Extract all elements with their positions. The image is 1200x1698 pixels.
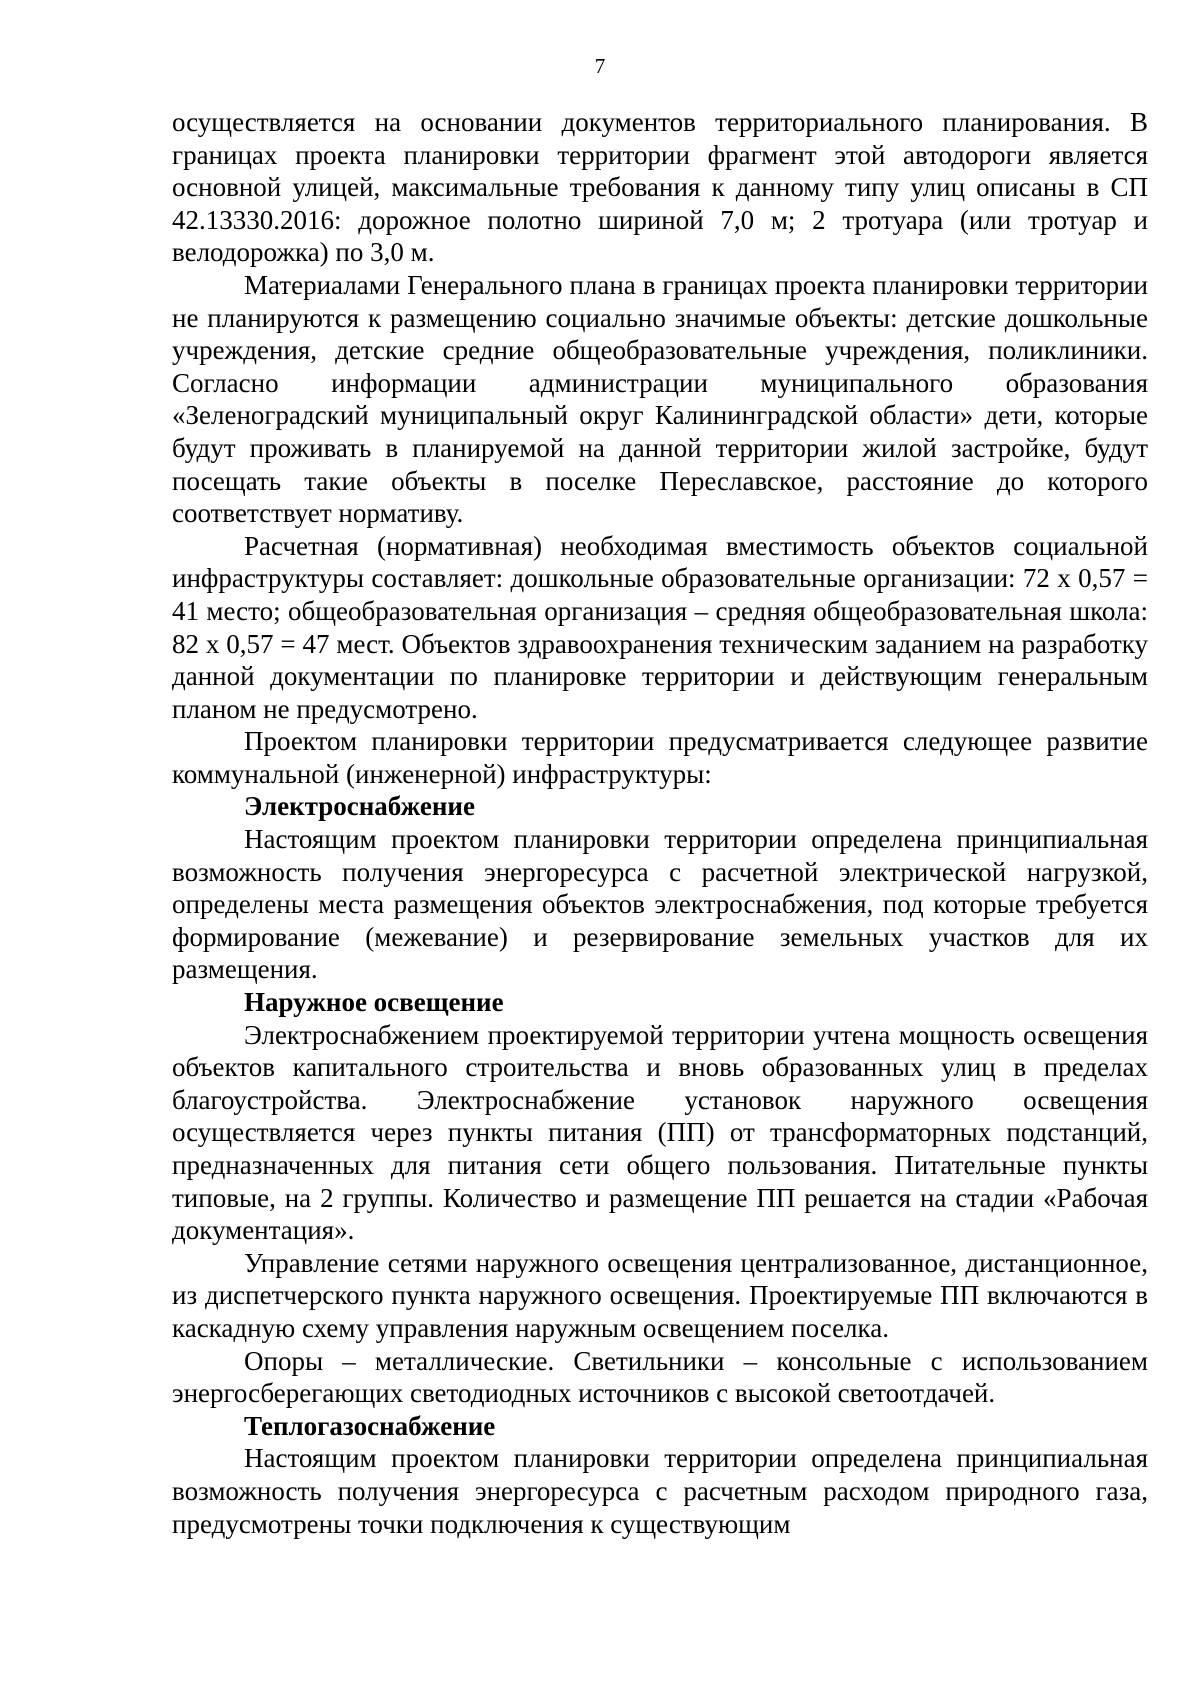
heading-outdoor-lighting: Наружное освещение (244, 987, 504, 1018)
paragraph-power-supply: Настоящим проектом планировки территории определена принципиальная возможность получения энергоресурса с расчетной электрической нагрузкой, определены места размещения объектов электроснабжения, под которые требуется формирование (межевание) и резервирование земельных участков для их размещения. (172, 824, 1148, 985)
paragraph-social-objects: Материалами Генерального плана в границах проекта планировки территории не планируются к размещению социально значимые объекты: детские дошкольные учреждения, детские средние общеобразовательные учреждения, поликлиники. Согласно информации администрации муниципального образования «Зеленоградский муниципальный округ Калининградской области» дети, которые будут проживать в планируемой на данной территории жилой застройке, будут посещать такие объекты в поселке Переславское, расстояние до которого соответствует нормативу. (172, 269, 1148, 529)
paragraph-utilities-intro: Проектом планировки территории предусматривается следующее развитие коммунальной (инженерной) инфраструктуры: (172, 726, 1148, 789)
paragraph-lighting-poles: Опоры – металлические. Светильники – консольные с использованием энергосберегающих светодиодных источников с высокой светоотдачей. (172, 1345, 1148, 1409)
paragraph-road-requirements: осуществляется на основании документов территориального планирования. В границах проекта планировки территории фрагмент этой автодороги является основной улицей, максимальные требования к данному типу улиц описаны в СП 42.13330.2016: дорожное полотно шириной 7,0 м; 2 тротуара (или тротуар и велодорожка) по 3,0 м. (172, 107, 1148, 268)
page-number: 7 (594, 54, 606, 78)
paragraph-lighting-control: Управление сетями наружного освещения централизованное, дистанционное, из диспетчерского пункта наружного освещения. Проектируемые ПП включаются в каскадную схему управления наружным освещением поселка. (172, 1247, 1148, 1343)
heading-heat-gas-supply: Теплогазоснабжение (244, 1410, 496, 1441)
document-body (172, 106, 1148, 1540)
paragraph-lighting-supply: Электроснабжением проектируемой территории учтена мощность освещения объектов капитального строительства и вновь образованных улиц в пределах благоустройства. Электроснабжение установок наружного освещения осуществляется через пункты питания (ПП) от трансформаторных подстанций, предназначенных для питания сети общего пользования. Питательные пункты типовые, на 2 группы. Количество и размещение ПП решается на стадии «Рабочая документация». (172, 1019, 1148, 1246)
paragraph-social-capacity: Расчетная (нормативная) необходимая вместимость объектов социальной инфраструктуры составляет: дошкольные образовательные организации: 72 х 0,57 = 41 место; общеобразовательная организация – средняя общеобразовательная школа: 82 х 0,57 = 47 мест. Объектов здравоохранения техническим заданием на разработку данной документации по планировке территории и действующим генеральным планом не предусмотрено. (172, 530, 1148, 724)
heading-power-supply: Электроснабжение (244, 791, 475, 822)
paragraph-gas-supply: Настоящим проектом планировки территории определена принципиальная возможность получения энергоресурса с расчетным расходом природного газа, предусмотрены точки подключения к существующим (172, 1443, 1148, 1539)
